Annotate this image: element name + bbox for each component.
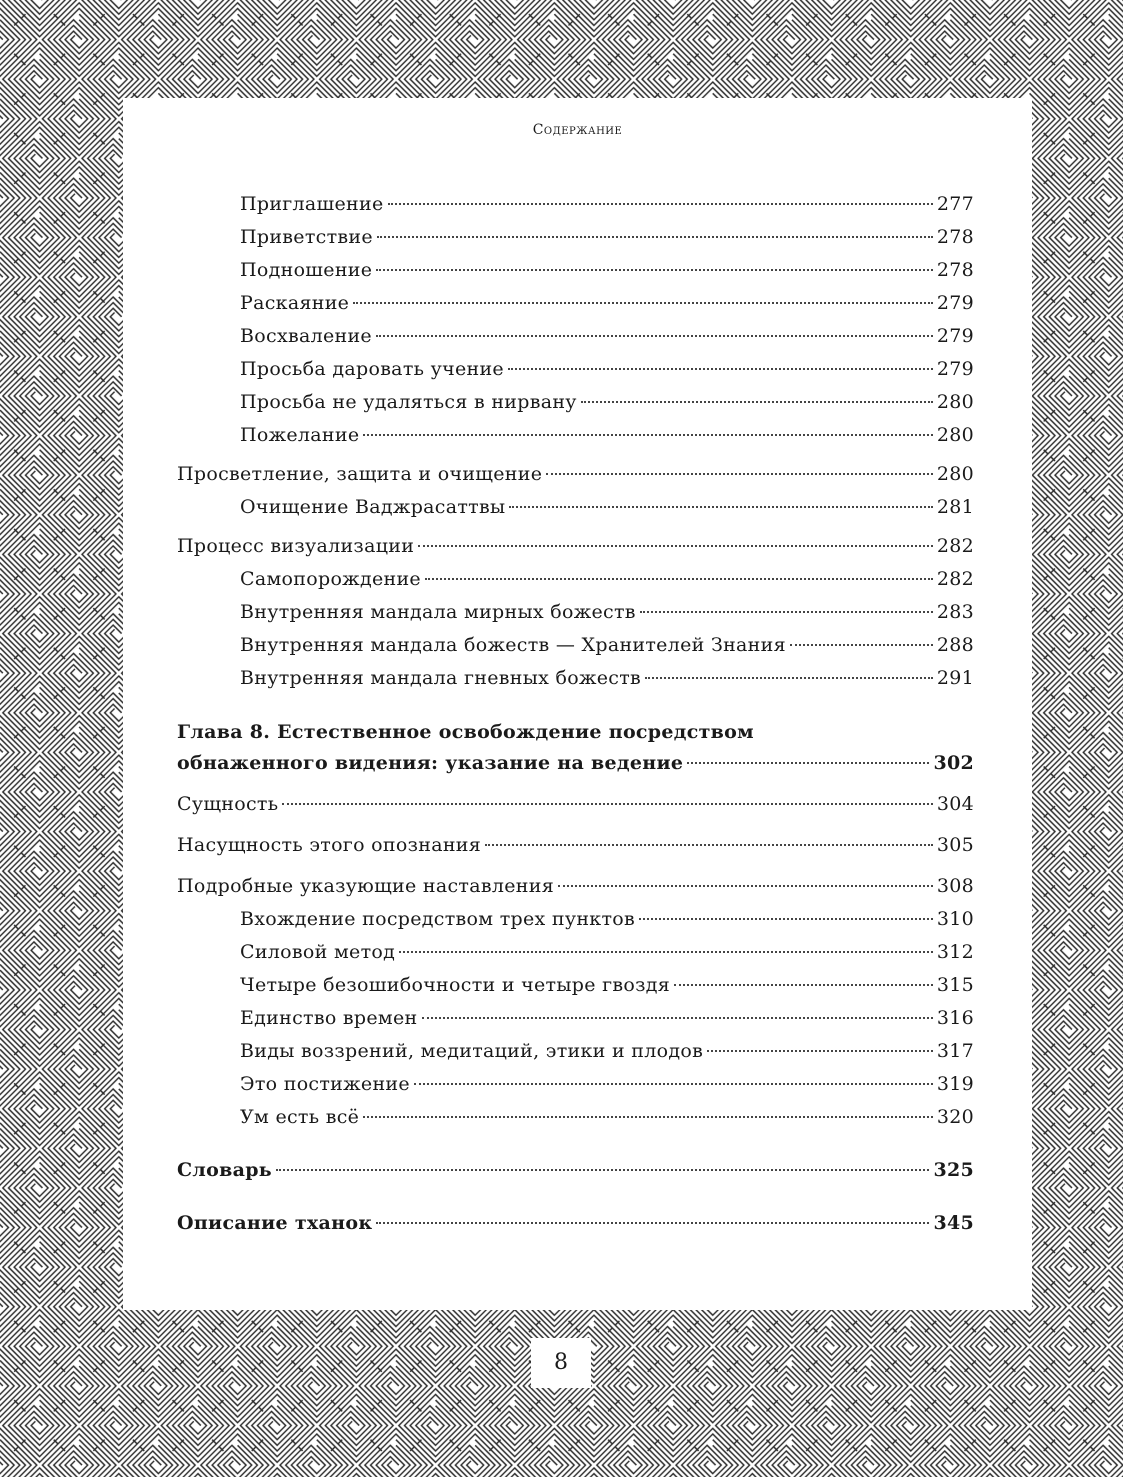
toc-entry-page: 310 bbox=[936, 908, 974, 930]
toc-entry-title: Очищение Ваджрасаттвы bbox=[240, 496, 506, 518]
toc-entry-page: 281 bbox=[936, 496, 974, 518]
dot-leader bbox=[425, 577, 933, 580]
toc-entry-page: 288 bbox=[936, 634, 974, 656]
toc-entry-title: Вхождение посредством трех пунктов bbox=[240, 908, 636, 930]
toc-subentry bbox=[177, 936, 974, 969]
toc-subsection-list bbox=[177, 563, 974, 695]
toc-subentry bbox=[177, 596, 974, 629]
glossary-page: 325 bbox=[933, 1159, 974, 1181]
toc-entry-title: Внутренняя мандала гневных божеств bbox=[240, 667, 642, 689]
toc-entry-page: 280 bbox=[936, 391, 974, 413]
toc-entry-title: Приглашение bbox=[240, 193, 384, 215]
toc-entry-page: 280 bbox=[936, 463, 974, 485]
dot-leader bbox=[376, 268, 933, 271]
toc-subentry bbox=[177, 1068, 974, 1101]
toc-subentry bbox=[177, 320, 974, 353]
toc-entry-title: Силовой метод bbox=[240, 941, 396, 963]
toc-subentry bbox=[177, 1035, 974, 1068]
toc-subentry bbox=[177, 254, 974, 287]
toc-entry-title: Восхваление bbox=[240, 325, 372, 347]
toc-entry-page: 317 bbox=[936, 1040, 974, 1062]
toc-entry-page: 280 bbox=[936, 424, 974, 446]
toc-entry-page: 291 bbox=[936, 667, 974, 689]
toc-entry-title: Процесс визуализации bbox=[177, 535, 415, 557]
dot-leader bbox=[414, 1082, 933, 1085]
dot-leader bbox=[363, 433, 932, 436]
toc-entry-title: Просветление, защита и очищение bbox=[177, 463, 543, 485]
dot-leader bbox=[388, 202, 933, 205]
toc-entry-page: 278 bbox=[936, 226, 974, 248]
dot-leader bbox=[640, 610, 933, 613]
toc-subentry bbox=[177, 287, 974, 320]
dot-leader bbox=[558, 884, 933, 887]
toc-entry-page: 282 bbox=[936, 535, 974, 557]
toc-entry-title: Подношение bbox=[240, 259, 373, 281]
toc-entry-title: Насущность этого опознания bbox=[177, 834, 482, 856]
chapter-8-entry bbox=[177, 747, 974, 780]
toc-entry bbox=[177, 829, 974, 862]
toc-subentry bbox=[177, 188, 974, 221]
toc-subentry bbox=[177, 419, 974, 452]
toc-entry-title: Приветствие bbox=[240, 226, 373, 248]
toc-entry-title: Виды воззрений, медитаций, этики и плодов bbox=[240, 1040, 704, 1062]
toc-subsection-list bbox=[177, 491, 974, 524]
toc-subentry bbox=[177, 491, 974, 524]
glossary-title: Словарь bbox=[177, 1159, 272, 1181]
dot-leader bbox=[282, 802, 932, 805]
dot-leader bbox=[418, 544, 933, 547]
dot-leader bbox=[674, 983, 933, 986]
toc-entry-title: Внутренняя мандала божеств — Хранителей Знания bbox=[240, 634, 786, 656]
toc-entry-title: Просьба не удаляться в нирвану bbox=[240, 391, 577, 413]
dot-leader bbox=[707, 1049, 933, 1052]
dot-leader bbox=[363, 1115, 933, 1118]
toc-entry-title: Внутренняя мандала мирных божеств bbox=[240, 601, 636, 623]
toc-entry-page: 282 bbox=[936, 568, 974, 590]
dot-leader bbox=[687, 761, 929, 764]
toc-entry-page: 320 bbox=[936, 1106, 974, 1128]
toc-subsection-list bbox=[177, 903, 974, 1134]
dot-leader bbox=[509, 505, 932, 508]
toc-entry-title: Подробные указующие наставления bbox=[177, 875, 554, 897]
content-panel bbox=[123, 98, 1032, 1310]
toc-subentry bbox=[177, 386, 974, 419]
toc-entry-title: Это постижение bbox=[240, 1073, 410, 1095]
toc-entry-page: 279 bbox=[936, 292, 974, 314]
thangka-description-page: 345 bbox=[933, 1212, 974, 1234]
toc-entry-page: 277 bbox=[936, 193, 974, 215]
toc-entry-page: 308 bbox=[936, 875, 974, 897]
toc-entry-title: Ум есть всё bbox=[240, 1106, 360, 1128]
toc-entry-page: 278 bbox=[936, 259, 974, 281]
dot-leader bbox=[353, 301, 933, 304]
chapter-8-title-line1: Глава 8. Естественное освобождение посредством bbox=[177, 721, 754, 743]
toc-subentry bbox=[177, 662, 974, 695]
toc-subentry bbox=[177, 353, 974, 386]
toc-entry-title: Сущность bbox=[177, 793, 279, 815]
toc-entry bbox=[177, 788, 974, 821]
toc-entry-page: 316 bbox=[936, 1007, 974, 1029]
toc-top-list bbox=[177, 188, 974, 452]
toc-subentry bbox=[177, 969, 974, 1002]
toc-entry-title: Четыре безошибочности и четыре гвоздя bbox=[240, 974, 671, 996]
dot-leader bbox=[377, 235, 933, 238]
toc-entry-page: 279 bbox=[936, 325, 974, 347]
toc-entry-title: Просьба даровать учение bbox=[240, 358, 504, 380]
toc-subentry bbox=[177, 563, 974, 596]
thangka-description-entry bbox=[177, 1207, 974, 1240]
table-of-contents bbox=[177, 188, 974, 1240]
dot-leader bbox=[485, 843, 933, 846]
toc-entry-page: 319 bbox=[936, 1073, 974, 1095]
dot-leader bbox=[376, 1221, 929, 1224]
dot-leader bbox=[422, 1016, 933, 1019]
glossary-entry bbox=[177, 1154, 974, 1187]
toc-entry-page: 312 bbox=[936, 941, 974, 963]
toc-entry-page: 315 bbox=[936, 974, 974, 996]
toc-entry-page: 304 bbox=[936, 793, 974, 815]
dot-leader bbox=[508, 367, 933, 370]
thangka-description-title: Описание тханок bbox=[177, 1212, 373, 1234]
toc-entry-title: Раскаяние bbox=[240, 292, 350, 314]
dot-leader bbox=[399, 950, 933, 953]
toc-entry-page: 305 bbox=[936, 834, 974, 856]
toc-entry bbox=[177, 458, 974, 491]
toc-entry-page: 283 bbox=[936, 601, 974, 623]
dot-leader bbox=[581, 400, 933, 403]
dot-leader bbox=[639, 917, 933, 920]
chapter-8-page: 302 bbox=[933, 752, 974, 774]
toc-subentry bbox=[177, 1002, 974, 1035]
toc-entry-title: Самопорождение bbox=[240, 568, 421, 590]
toc-entry-page: 279 bbox=[936, 358, 974, 380]
toc-subentry bbox=[177, 221, 974, 254]
dot-leader bbox=[790, 643, 933, 646]
toc-subentry bbox=[177, 903, 974, 936]
dot-leader bbox=[546, 472, 933, 475]
toc-entry-title: Пожелание bbox=[240, 424, 360, 446]
chapter-8-title-line2: обнаженного видения: указание на ведение bbox=[177, 752, 684, 774]
dot-leader bbox=[276, 1168, 929, 1171]
toc-entry bbox=[177, 870, 974, 903]
running-head: Содержание bbox=[532, 122, 623, 138]
toc-subentry bbox=[177, 629, 974, 662]
toc-subentry bbox=[177, 1101, 974, 1134]
dot-leader bbox=[645, 676, 933, 679]
toc-entry-title: Единство времен bbox=[240, 1007, 418, 1029]
page-number: 8 bbox=[531, 1338, 591, 1388]
dot-leader bbox=[376, 334, 933, 337]
toc-entry bbox=[177, 530, 974, 563]
